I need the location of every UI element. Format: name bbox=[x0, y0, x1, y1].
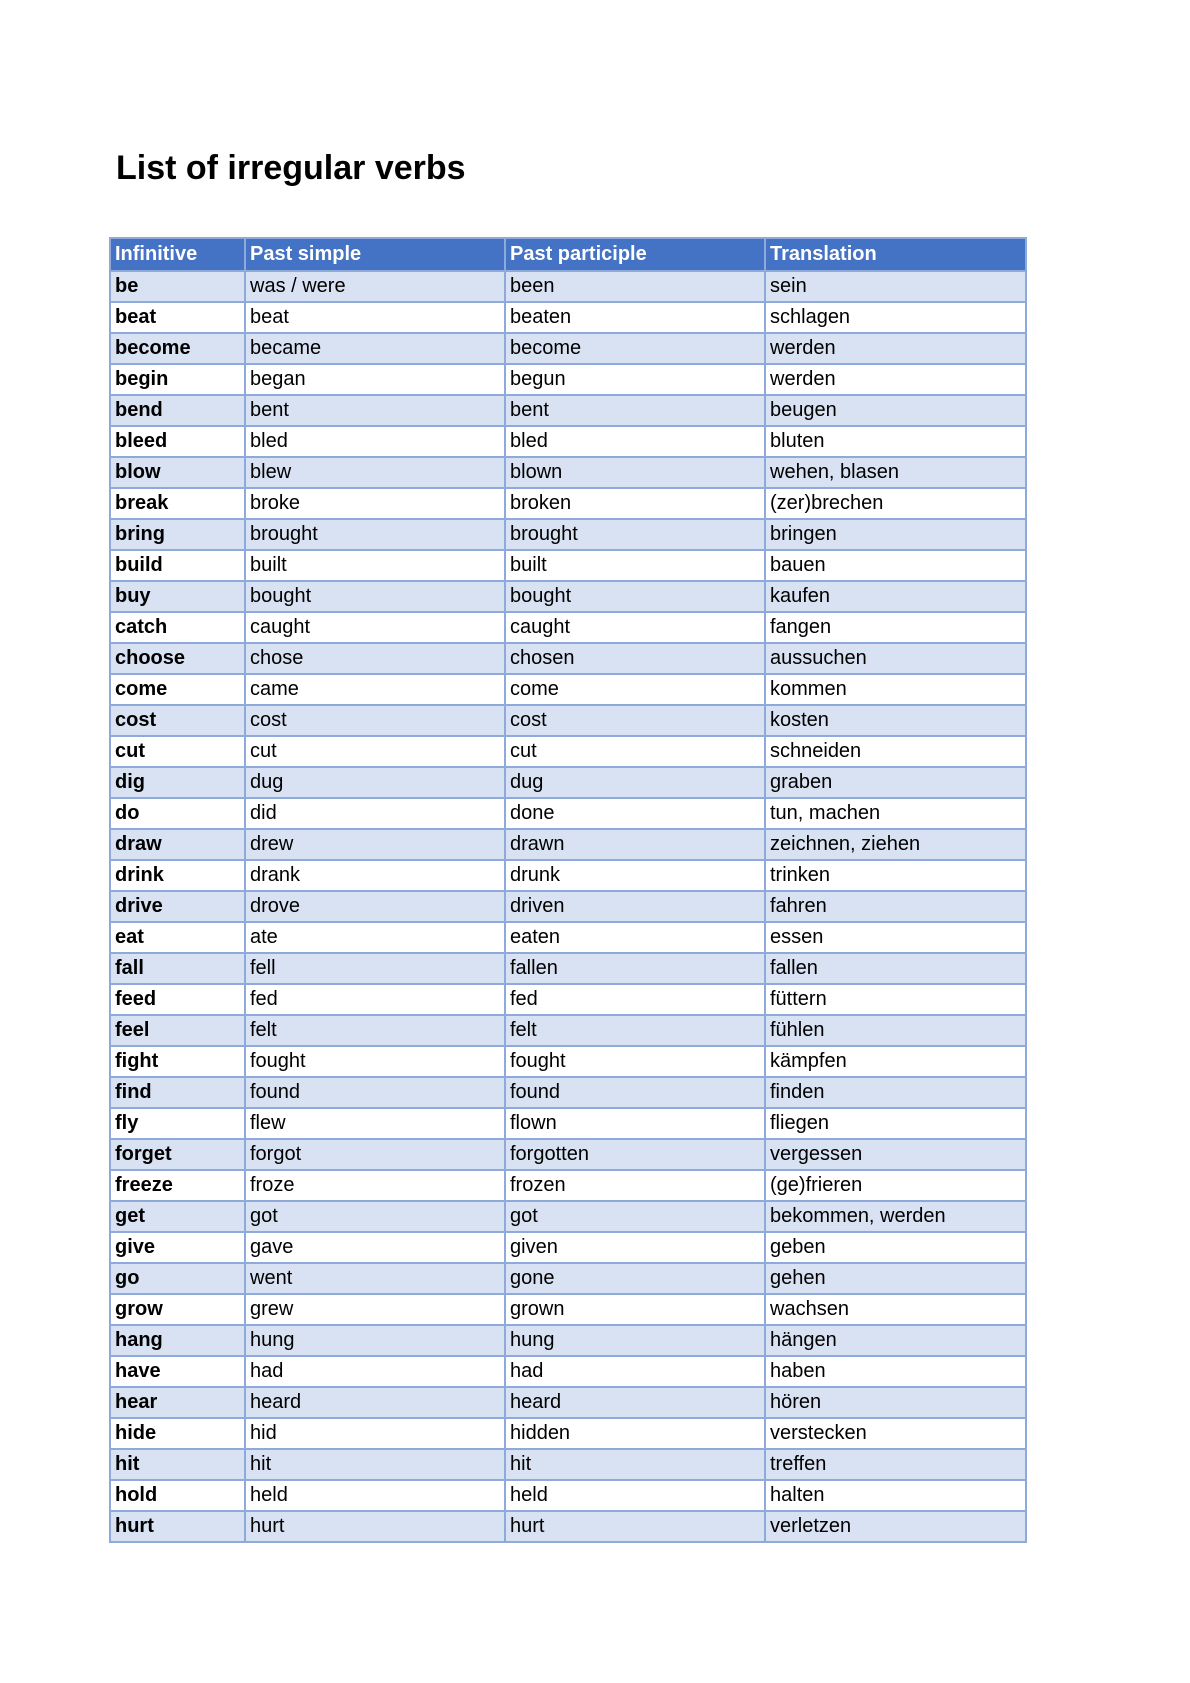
translation-cell: fahren bbox=[765, 891, 1026, 922]
past-simple-cell: cut bbox=[245, 736, 505, 767]
infinitive-cell: eat bbox=[110, 922, 245, 953]
table-row bbox=[110, 891, 1026, 922]
infinitive-cell: get bbox=[110, 1201, 245, 1232]
past-participle-cell: hidden bbox=[505, 1418, 765, 1449]
infinitive-cell: blow bbox=[110, 457, 245, 488]
past-participle-cell: bled bbox=[505, 426, 765, 457]
column-header-past-participle: Past participle bbox=[505, 238, 765, 271]
infinitive-cell: choose bbox=[110, 643, 245, 674]
past-simple-cell: drew bbox=[245, 829, 505, 860]
past-participle-cell: built bbox=[505, 550, 765, 581]
table-row bbox=[110, 922, 1026, 953]
column-header-translation: Translation bbox=[765, 238, 1026, 271]
table-row bbox=[110, 1015, 1026, 1046]
translation-cell: beugen bbox=[765, 395, 1026, 426]
infinitive-cell: hang bbox=[110, 1325, 245, 1356]
translation-cell: trinken bbox=[765, 860, 1026, 891]
infinitive-cell: hold bbox=[110, 1480, 245, 1511]
past-simple-cell: hit bbox=[245, 1449, 505, 1480]
past-participle-cell: come bbox=[505, 674, 765, 705]
table-header bbox=[110, 238, 1026, 271]
infinitive-cell: cost bbox=[110, 705, 245, 736]
table-row bbox=[110, 798, 1026, 829]
table-row bbox=[110, 1232, 1026, 1263]
infinitive-cell: draw bbox=[110, 829, 245, 860]
infinitive-cell: give bbox=[110, 1232, 245, 1263]
past-simple-cell: blew bbox=[245, 457, 505, 488]
table-row bbox=[110, 1480, 1026, 1511]
table-row bbox=[110, 705, 1026, 736]
table-header-row bbox=[110, 238, 1026, 271]
table-row bbox=[110, 1108, 1026, 1139]
past-participle-cell: forgotten bbox=[505, 1139, 765, 1170]
past-simple-cell: gave bbox=[245, 1232, 505, 1263]
past-participle-cell: cut bbox=[505, 736, 765, 767]
infinitive-cell: drive bbox=[110, 891, 245, 922]
table-row bbox=[110, 488, 1026, 519]
translation-cell: haben bbox=[765, 1356, 1026, 1387]
table-row bbox=[110, 984, 1026, 1015]
past-participle-cell: caught bbox=[505, 612, 765, 643]
past-simple-cell: drove bbox=[245, 891, 505, 922]
translation-cell: kämpfen bbox=[765, 1046, 1026, 1077]
past-simple-cell: fed bbox=[245, 984, 505, 1015]
past-participle-cell: beaten bbox=[505, 302, 765, 333]
infinitive-cell: feed bbox=[110, 984, 245, 1015]
infinitive-cell: hurt bbox=[110, 1511, 245, 1542]
past-simple-cell: came bbox=[245, 674, 505, 705]
translation-cell: hören bbox=[765, 1387, 1026, 1418]
infinitive-cell: hit bbox=[110, 1449, 245, 1480]
translation-cell: aussuchen bbox=[765, 643, 1026, 674]
translation-cell: wachsen bbox=[765, 1294, 1026, 1325]
table-row bbox=[110, 302, 1026, 333]
table-row bbox=[110, 1325, 1026, 1356]
past-simple-cell: ate bbox=[245, 922, 505, 953]
table-row bbox=[110, 519, 1026, 550]
past-participle-cell: become bbox=[505, 333, 765, 364]
table-row bbox=[110, 1418, 1026, 1449]
past-participle-cell: held bbox=[505, 1480, 765, 1511]
translation-cell: hängen bbox=[765, 1325, 1026, 1356]
past-participle-cell: got bbox=[505, 1201, 765, 1232]
past-participle-cell: drawn bbox=[505, 829, 765, 860]
past-participle-cell: cost bbox=[505, 705, 765, 736]
past-participle-cell: bent bbox=[505, 395, 765, 426]
infinitive-cell: begin bbox=[110, 364, 245, 395]
infinitive-cell: have bbox=[110, 1356, 245, 1387]
translation-cell: essen bbox=[765, 922, 1026, 953]
infinitive-cell: freeze bbox=[110, 1170, 245, 1201]
table-row bbox=[110, 643, 1026, 674]
past-participle-cell: been bbox=[505, 271, 765, 302]
table-row bbox=[110, 1046, 1026, 1077]
infinitive-cell: bleed bbox=[110, 426, 245, 457]
table-row bbox=[110, 1170, 1026, 1201]
infinitive-cell: find bbox=[110, 1077, 245, 1108]
translation-cell: fallen bbox=[765, 953, 1026, 984]
translation-cell: fangen bbox=[765, 612, 1026, 643]
translation-cell: (ge)frieren bbox=[765, 1170, 1026, 1201]
irregular-verbs-table bbox=[109, 237, 1027, 1543]
past-participle-cell: hung bbox=[505, 1325, 765, 1356]
past-participle-cell: flown bbox=[505, 1108, 765, 1139]
infinitive-cell: hide bbox=[110, 1418, 245, 1449]
table-row bbox=[110, 860, 1026, 891]
table-row bbox=[110, 829, 1026, 860]
table-row bbox=[110, 767, 1026, 798]
translation-cell: verstecken bbox=[765, 1418, 1026, 1449]
translation-cell: werden bbox=[765, 364, 1026, 395]
translation-cell: bauen bbox=[765, 550, 1026, 581]
infinitive-cell: cut bbox=[110, 736, 245, 767]
table-row bbox=[110, 736, 1026, 767]
past-participle-cell: fought bbox=[505, 1046, 765, 1077]
past-participle-cell: eaten bbox=[505, 922, 765, 953]
past-simple-cell: hid bbox=[245, 1418, 505, 1449]
past-simple-cell: had bbox=[245, 1356, 505, 1387]
infinitive-cell: go bbox=[110, 1263, 245, 1294]
past-simple-cell: beat bbox=[245, 302, 505, 333]
past-simple-cell: fell bbox=[245, 953, 505, 984]
table-row bbox=[110, 333, 1026, 364]
past-simple-cell: did bbox=[245, 798, 505, 829]
past-simple-cell: began bbox=[245, 364, 505, 395]
past-simple-cell: broke bbox=[245, 488, 505, 519]
past-simple-cell: bought bbox=[245, 581, 505, 612]
past-simple-cell: drank bbox=[245, 860, 505, 891]
translation-cell: bluten bbox=[765, 426, 1026, 457]
column-header-past-simple: Past simple bbox=[245, 238, 505, 271]
past-participle-cell: frozen bbox=[505, 1170, 765, 1201]
table-row bbox=[110, 612, 1026, 643]
infinitive-cell: break bbox=[110, 488, 245, 519]
table-row bbox=[110, 550, 1026, 581]
past-participle-cell: brought bbox=[505, 519, 765, 550]
translation-cell: finden bbox=[765, 1077, 1026, 1108]
table-row bbox=[110, 1294, 1026, 1325]
infinitive-cell: be bbox=[110, 271, 245, 302]
past-simple-cell: went bbox=[245, 1263, 505, 1294]
translation-cell: zeichnen, ziehen bbox=[765, 829, 1026, 860]
table-row bbox=[110, 1511, 1026, 1542]
translation-cell: sein bbox=[765, 271, 1026, 302]
table-row bbox=[110, 1201, 1026, 1232]
infinitive-cell: build bbox=[110, 550, 245, 581]
infinitive-cell: fly bbox=[110, 1108, 245, 1139]
past-simple-cell: brought bbox=[245, 519, 505, 550]
infinitive-cell: drink bbox=[110, 860, 245, 891]
past-simple-cell: fought bbox=[245, 1046, 505, 1077]
translation-cell: tun, machen bbox=[765, 798, 1026, 829]
past-simple-cell: caught bbox=[245, 612, 505, 643]
translation-cell: gehen bbox=[765, 1263, 1026, 1294]
past-participle-cell: grown bbox=[505, 1294, 765, 1325]
infinitive-cell: do bbox=[110, 798, 245, 829]
past-simple-cell: dug bbox=[245, 767, 505, 798]
infinitive-cell: forget bbox=[110, 1139, 245, 1170]
table-row bbox=[110, 1077, 1026, 1108]
past-simple-cell: built bbox=[245, 550, 505, 581]
past-simple-cell: hung bbox=[245, 1325, 505, 1356]
infinitive-cell: catch bbox=[110, 612, 245, 643]
infinitive-cell: come bbox=[110, 674, 245, 705]
table-row bbox=[110, 1356, 1026, 1387]
translation-cell: bringen bbox=[765, 519, 1026, 550]
past-simple-cell: hurt bbox=[245, 1511, 505, 1542]
table-row bbox=[110, 457, 1026, 488]
table-row bbox=[110, 1449, 1026, 1480]
past-simple-cell: felt bbox=[245, 1015, 505, 1046]
past-simple-cell: found bbox=[245, 1077, 505, 1108]
infinitive-cell: become bbox=[110, 333, 245, 364]
past-participle-cell: fallen bbox=[505, 953, 765, 984]
translation-cell: vergessen bbox=[765, 1139, 1026, 1170]
table-row bbox=[110, 426, 1026, 457]
table-row bbox=[110, 953, 1026, 984]
translation-cell: schlagen bbox=[765, 302, 1026, 333]
past-participle-cell: heard bbox=[505, 1387, 765, 1418]
translation-cell: fliegen bbox=[765, 1108, 1026, 1139]
translation-cell: werden bbox=[765, 333, 1026, 364]
table-row bbox=[110, 581, 1026, 612]
past-participle-cell: done bbox=[505, 798, 765, 829]
infinitive-cell: bring bbox=[110, 519, 245, 550]
table-row bbox=[110, 271, 1026, 302]
past-simple-cell: heard bbox=[245, 1387, 505, 1418]
translation-cell: bekommen, werden bbox=[765, 1201, 1026, 1232]
translation-cell: graben bbox=[765, 767, 1026, 798]
past-participle-cell: given bbox=[505, 1232, 765, 1263]
infinitive-cell: buy bbox=[110, 581, 245, 612]
past-simple-cell: was / were bbox=[245, 271, 505, 302]
table-row bbox=[110, 395, 1026, 426]
past-participle-cell: hurt bbox=[505, 1511, 765, 1542]
past-participle-cell: drunk bbox=[505, 860, 765, 891]
infinitive-cell: feel bbox=[110, 1015, 245, 1046]
infinitive-cell: fall bbox=[110, 953, 245, 984]
past-simple-cell: flew bbox=[245, 1108, 505, 1139]
past-simple-cell: grew bbox=[245, 1294, 505, 1325]
table-row bbox=[110, 1387, 1026, 1418]
past-simple-cell: held bbox=[245, 1480, 505, 1511]
translation-cell: kommen bbox=[765, 674, 1026, 705]
past-participle-cell: broken bbox=[505, 488, 765, 519]
translation-cell: (zer)brechen bbox=[765, 488, 1026, 519]
past-participle-cell: dug bbox=[505, 767, 765, 798]
past-participle-cell: chosen bbox=[505, 643, 765, 674]
translation-cell: treffen bbox=[765, 1449, 1026, 1480]
translation-cell: kosten bbox=[765, 705, 1026, 736]
infinitive-cell: fight bbox=[110, 1046, 245, 1077]
past-participle-cell: fed bbox=[505, 984, 765, 1015]
past-participle-cell: begun bbox=[505, 364, 765, 395]
past-simple-cell: cost bbox=[245, 705, 505, 736]
past-participle-cell: bought bbox=[505, 581, 765, 612]
past-simple-cell: bent bbox=[245, 395, 505, 426]
past-participle-cell: driven bbox=[505, 891, 765, 922]
translation-cell: verletzen bbox=[765, 1511, 1026, 1542]
table-row bbox=[110, 1263, 1026, 1294]
past-simple-cell: froze bbox=[245, 1170, 505, 1201]
past-simple-cell: bled bbox=[245, 426, 505, 457]
past-participle-cell: blown bbox=[505, 457, 765, 488]
past-simple-cell: forgot bbox=[245, 1139, 505, 1170]
past-participle-cell: felt bbox=[505, 1015, 765, 1046]
past-simple-cell: became bbox=[245, 333, 505, 364]
table-row bbox=[110, 364, 1026, 395]
translation-cell: halten bbox=[765, 1480, 1026, 1511]
table-row bbox=[110, 674, 1026, 705]
past-simple-cell: chose bbox=[245, 643, 505, 674]
translation-cell: geben bbox=[765, 1232, 1026, 1263]
page-title: List of irregular verbs bbox=[116, 149, 466, 187]
past-participle-cell: hit bbox=[505, 1449, 765, 1480]
infinitive-cell: grow bbox=[110, 1294, 245, 1325]
translation-cell: schneiden bbox=[765, 736, 1026, 767]
translation-cell: fühlen bbox=[765, 1015, 1026, 1046]
translation-cell: wehen, blasen bbox=[765, 457, 1026, 488]
infinitive-cell: dig bbox=[110, 767, 245, 798]
past-participle-cell: had bbox=[505, 1356, 765, 1387]
infinitive-cell: beat bbox=[110, 302, 245, 333]
past-simple-cell: got bbox=[245, 1201, 505, 1232]
table-row bbox=[110, 1139, 1026, 1170]
past-participle-cell: gone bbox=[505, 1263, 765, 1294]
past-participle-cell: found bbox=[505, 1077, 765, 1108]
infinitive-cell: hear bbox=[110, 1387, 245, 1418]
column-header-infinitive: Infinitive bbox=[110, 238, 245, 271]
infinitive-cell: bend bbox=[110, 395, 245, 426]
translation-cell: füttern bbox=[765, 984, 1026, 1015]
translation-cell: kaufen bbox=[765, 581, 1026, 612]
table-body bbox=[110, 271, 1026, 1542]
